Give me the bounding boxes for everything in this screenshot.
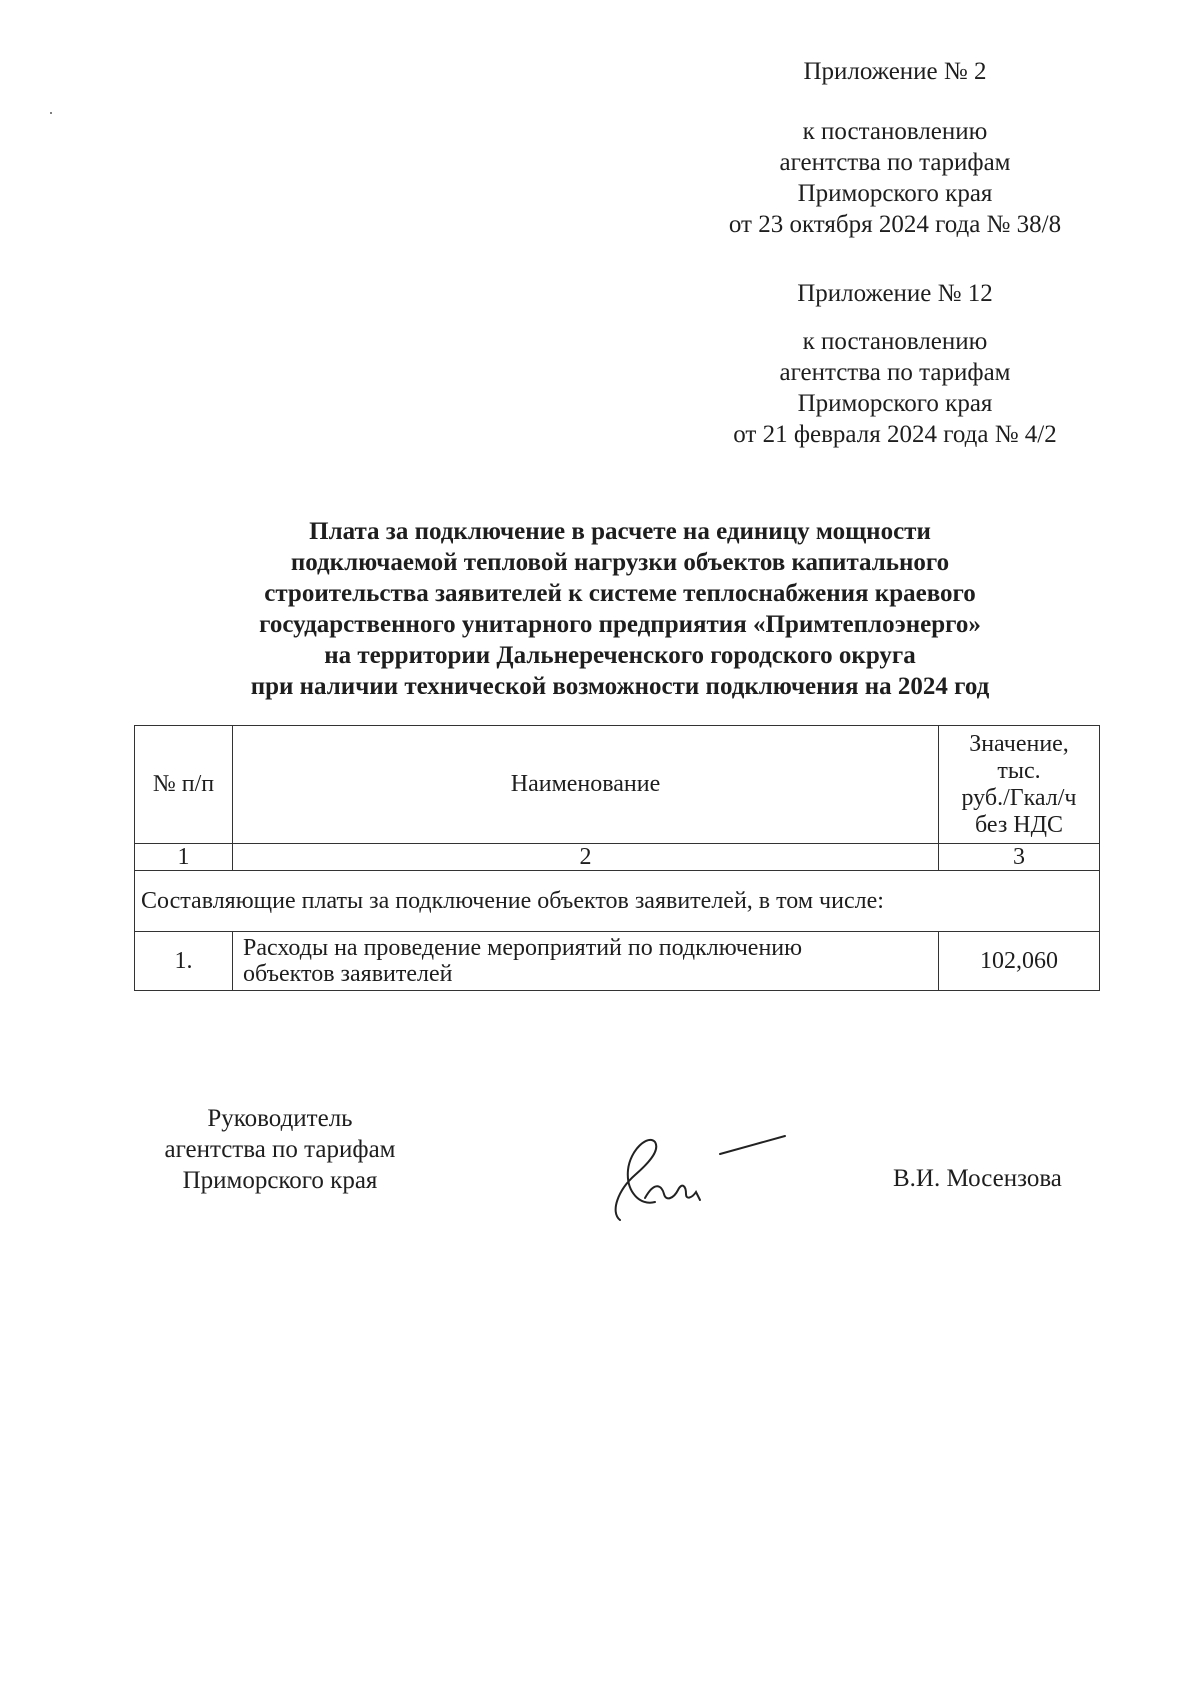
handwritten-signature xyxy=(600,1120,800,1230)
table-header-row xyxy=(135,726,1100,844)
section-row xyxy=(135,871,1100,932)
signer-position: Руководитель агентства по тарифам Приморского края xyxy=(164,1105,396,1194)
column-index: 1 xyxy=(135,844,233,871)
header-num: № п/п xyxy=(135,726,233,844)
column-index: 2 xyxy=(233,844,939,871)
tariff-table xyxy=(134,725,1100,991)
row-value: 102,060 xyxy=(939,932,1100,991)
column-index: 3 xyxy=(939,844,1100,871)
row-num: 1. xyxy=(135,932,233,991)
signer-name: В.И. Мосензова xyxy=(893,1165,1062,1192)
scan-speck xyxy=(50,112,52,114)
header-name: Наименование xyxy=(233,726,939,844)
row-name: Расходы на проведение мероприятий по подключению объектов заявителей xyxy=(233,932,939,991)
table-row xyxy=(135,932,1100,991)
header-value: Значение, тыс. руб./Гкал/ч без НДС xyxy=(939,726,1100,844)
section-label: Составляющие платы за подключение объектов заявителей, в том числе: xyxy=(135,871,1100,932)
document-title: Плата за подключение в расчете на единицу мощности подключаемой тепловой нагрузки объектов капитального строительства заявителей к системе теплоснабжения краевого государственного унитарного предприятия «Примтеплоэнерго» на территории Дальнереченского городского округа при наличии технической возможности подключения на 2024 год xyxy=(250,518,990,700)
column-index-row xyxy=(135,844,1100,871)
annex-original-reference: к постановлению агентства по тарифам Приморского края от 21 февраля 2024 года № 4/2 xyxy=(733,328,1057,448)
annex-current-reference: к постановлению агентства по тарифам Приморского края от 23 октября 2024 года № 38/8 xyxy=(728,118,1062,238)
annex-original-title: Приложение № 12 xyxy=(797,280,993,307)
annex-current-title: Приложение № 2 xyxy=(803,58,987,85)
